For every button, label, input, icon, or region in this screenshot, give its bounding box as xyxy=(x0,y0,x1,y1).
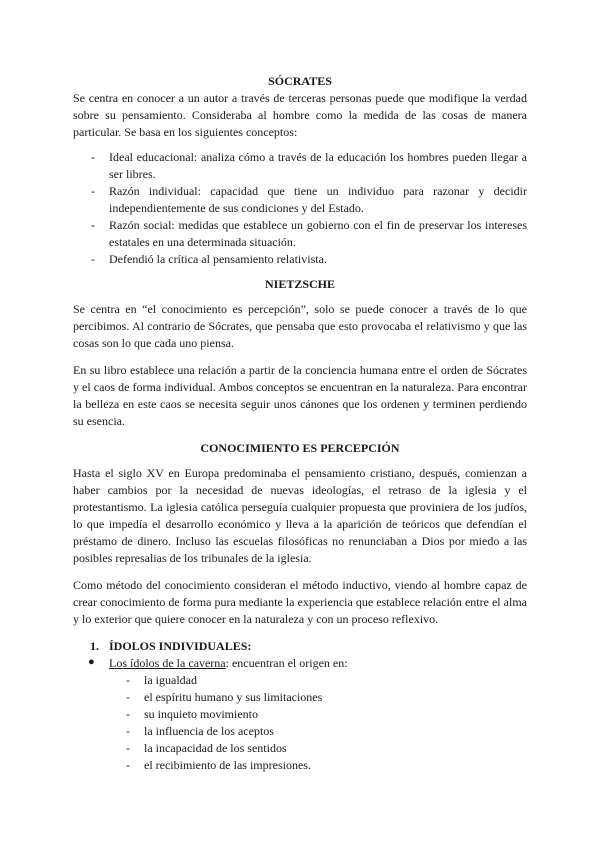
heading-socrates: SÓCRATES xyxy=(268,74,332,88)
conocimiento-paragraph-1: Hasta el siglo XV en Europa predominaba el pensamiento cristiano, después, comienzan a haber cambios por la necesidad de nuevas ideologías, el retraso de la iglesia y el protestantismo. La iglesia católica perseguía cualquier propuesta que proviniera de los judíos, lo que impedía el desarrollo económico y lleva a la aparición de teóricos que defendían el préstamo de dinero. Incluso las escuelas filosóficas no renunciaban a Dios por miedo a las posibles represalias de los tribunales de la iglesia. xyxy=(73,466,527,565)
socrates-concepts-list xyxy=(73,149,527,268)
socrates-intro: Se centra en conocer a un autor a través de terceras personas puede que modifique la verdad sobre su pensamiento. Consideraba al hombre como la medida de las cosas de manera particular. Se basa en los siguientes conceptos: xyxy=(73,91,527,139)
document-content xyxy=(73,73,527,774)
heading-conocimiento: CONOCIMIENTO ES PERCEPCIÓN xyxy=(200,441,400,455)
nietzsche-paragraph-2: En su libro establece una relación a partir de la conciencia humana entre el orden de Sócrates y el caos de forma individual. Ambos conceptos se encuentran en la naturaleza. Para encontrar la belleza en este caos se necesita seguir unos cánones que los ordenen y terminen perdiendo su esencia. xyxy=(73,363,527,428)
list-item: - la incapacidad de los sentidos xyxy=(126,741,287,755)
list-item: - la influencia de los aceptos xyxy=(126,724,274,738)
list-item: - Razón individual: capacidad que tiene un individuo para razonar y decidir independientemente de sus condiciones y del Estado. xyxy=(91,184,527,215)
nietzsche-paragraph-1: Se centra en “el conocimiento es percepción”, solo se puede conocer a través de lo que percibimos. Al contrario de Sócrates, que pensaba que esto provocaba el relativismo y que las cosas son lo que cada uno piensa. xyxy=(73,302,527,350)
bullet-idolos-caverna: ● Los ídolos de la caverna: encuentran el origen en: xyxy=(88,656,348,670)
list-item: - Razón social: medidas que establece un gobierno con el fin de preservar los intereses estatales en una determinada situación. xyxy=(91,218,527,249)
heading-idolos-individuales: 1. ÍDOLOS INDIVIDUALES: xyxy=(90,639,252,653)
list-item: - su inquieto movimiento xyxy=(126,707,258,721)
idolos-origin-list xyxy=(73,672,527,774)
list-item: - el recibimiento de las impresiones. xyxy=(126,758,311,772)
list-item: - Defendió la crítica al pensamiento relativista. xyxy=(91,252,327,266)
list-item: - Ideal educacional: analiza cómo a través de la educación los hombres pueden llegar a ser libres. xyxy=(91,150,527,181)
list-item: - el espíritu humano y sus limitaciones xyxy=(126,690,323,704)
list-item: - la igualdad xyxy=(126,673,197,687)
bullet-icon: ● xyxy=(88,656,95,668)
conocimiento-paragraph-2: Como método del conocimiento consideran el método inductivo, viendo al hombre capaz de crear conocimiento de forma pura mediante la experiencia que establece relación entre el alma y lo exterior que quiere conocer en la naturaleza y con un proceso reflexivo. xyxy=(73,578,527,626)
heading-nietzsche: NIETZSCHE xyxy=(264,277,336,291)
